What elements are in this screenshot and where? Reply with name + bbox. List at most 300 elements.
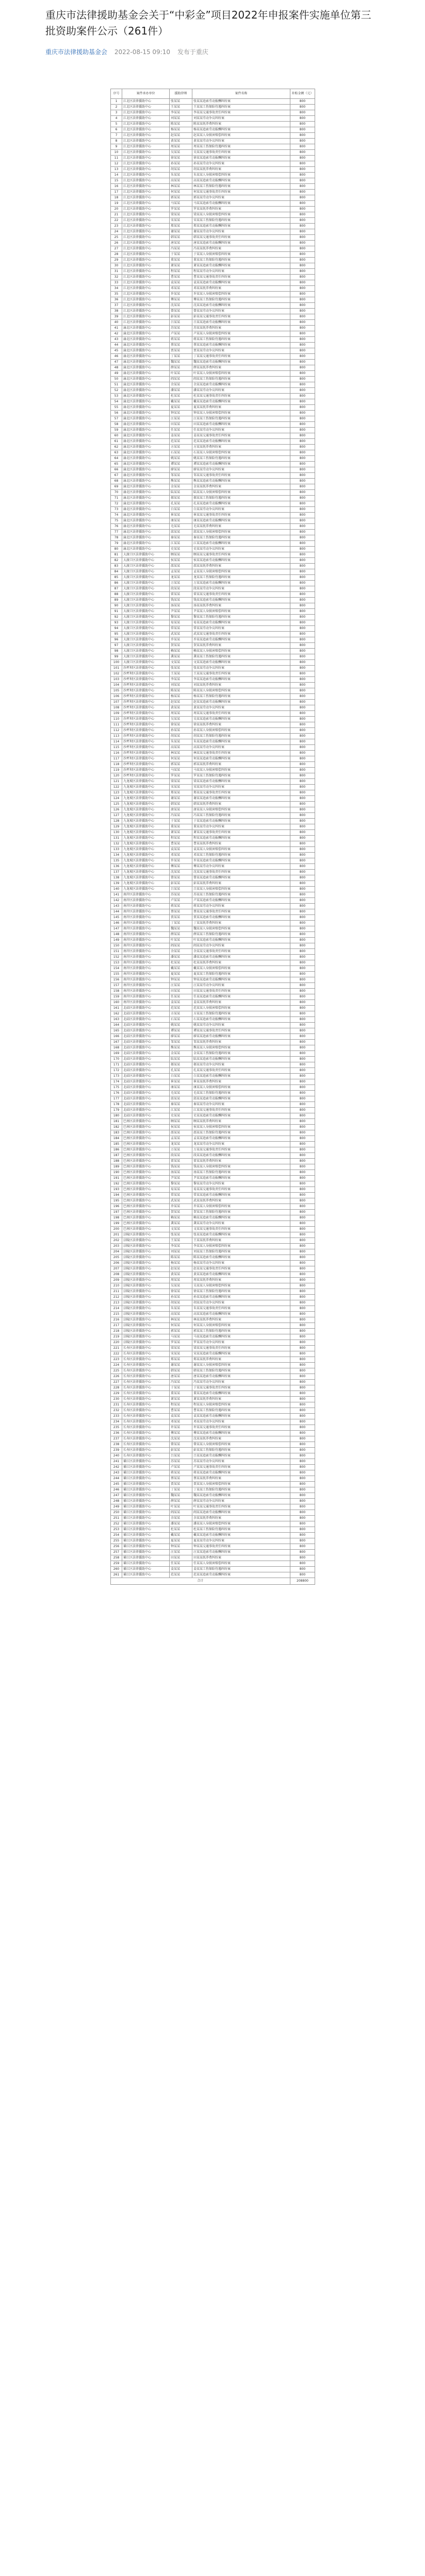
row-no: 22	[111, 218, 122, 224]
table-row	[111, 1482, 315, 1487]
row-no: 252	[111, 1521, 122, 1527]
row-amount: 800	[290, 1380, 315, 1385]
table-row	[111, 1136, 315, 1142]
table-row	[111, 864, 315, 870]
row-case: 林某某交通事故责任纠纷案	[192, 751, 290, 756]
table-row	[111, 1312, 315, 1317]
row-no: 234	[111, 1419, 122, 1425]
row-lawyer: 陆某某	[170, 1057, 192, 1062]
table-row	[111, 745, 315, 751]
row-case: 黄某某追索劳动报酬纠纷案	[192, 1272, 290, 1278]
row-amount: 800	[290, 1295, 315, 1300]
row-no: 216	[111, 1317, 122, 1323]
table-row	[111, 858, 315, 864]
row-unit: 江北区法律援助中心	[122, 280, 170, 286]
row-lawyer: 吕某某	[170, 1453, 192, 1459]
table-row	[111, 535, 315, 541]
row-lawyer: 曹某某	[170, 1408, 192, 1414]
row-case: 高某某劳动争议纠纷案	[192, 745, 290, 751]
table-row	[111, 201, 315, 207]
table-row	[111, 1431, 315, 1436]
row-case: 李某某人身损害赔偿纠纷案	[192, 1244, 290, 1249]
row-no: 152	[111, 955, 122, 960]
row-lawyer: 钟某某	[170, 411, 192, 416]
row-unit: 渝北区法律援助中心	[122, 428, 170, 433]
row-lawyer: 彭某某	[170, 881, 192, 887]
row-no: 126	[111, 807, 122, 813]
row-no: 27	[111, 246, 122, 252]
row-amount: 800	[290, 972, 315, 977]
row-amount: 800	[290, 178, 315, 184]
table-row	[111, 224, 315, 229]
table-row	[111, 694, 315, 700]
table-row	[111, 1295, 315, 1300]
row-unit: 沙坪坝区法律援助中心	[122, 694, 170, 700]
row-lawyer: 袁某某	[170, 847, 192, 853]
article-date: 2022-08-15 09:10	[114, 48, 170, 56]
row-amount: 800	[290, 490, 315, 496]
row-no: 183	[111, 1130, 122, 1136]
row-no: 180	[111, 1113, 122, 1119]
row-lawyer: 龚某某	[170, 654, 192, 660]
row-no: 31	[111, 269, 122, 275]
table-row	[111, 1453, 315, 1459]
row-unit: 綦江区法律援助中心	[122, 1470, 170, 1476]
row-unit: 涪陵区法律援助中心	[122, 1283, 170, 1289]
row-no: 75	[111, 518, 122, 524]
row-amount: 800	[290, 405, 315, 411]
table-row	[111, 756, 315, 762]
row-case: 邱某某人身损害赔偿纠纷案	[192, 530, 290, 535]
row-unit: 南岸区法律援助中心	[122, 983, 170, 989]
row-amount: 800	[290, 207, 315, 212]
row-unit: 长寿区法律援助中心	[122, 1357, 170, 1363]
table-row	[111, 785, 315, 790]
row-amount: 800	[290, 1448, 315, 1453]
table-row	[111, 796, 315, 802]
table-row	[111, 1572, 315, 1578]
row-amount: 800	[290, 1289, 315, 1295]
row-lawyer: 黎某某	[170, 1181, 192, 1187]
row-amount: 800	[290, 110, 315, 116]
row-unit: 南岸区法律援助中心	[122, 932, 170, 938]
row-amount: 800	[290, 938, 315, 943]
row-unit: 九龙坡区法律援助中心	[122, 887, 170, 892]
row-case: 余某某交通事故责任纠纷案	[192, 949, 290, 955]
row-unit: 南岸区法律援助中心	[122, 1000, 170, 1006]
row-unit: 巴南区法律援助中心	[122, 1215, 170, 1221]
row-amount: 800	[290, 292, 315, 297]
table-row	[111, 705, 315, 711]
table-row	[111, 1448, 315, 1453]
row-no: 67	[111, 473, 122, 479]
row-lawyer: 姜某某	[170, 1000, 192, 1006]
row-lawyer: 许某某	[170, 858, 192, 864]
row-unit: 沙坪坝区法律援助中心	[122, 688, 170, 694]
table-row	[111, 144, 315, 150]
row-unit: 长寿区法律援助中心	[122, 1346, 170, 1351]
row-unit: 綦江区法律援助中心	[122, 1493, 170, 1499]
row-case: 孙某某人身损害赔偿纠纷案	[192, 728, 290, 734]
table-row	[111, 320, 315, 326]
row-lawyer: 阎某某	[170, 943, 192, 949]
row-no: 68	[111, 479, 122, 484]
row-lawyer: 叶某某	[170, 938, 192, 943]
row-case: 袁某某追索劳动报酬纠纷案	[192, 1414, 290, 1419]
row-case: 谭某某追索劳动报酬纠纷案	[192, 462, 290, 467]
row-no: 153	[111, 960, 122, 966]
row-amount: 800	[290, 473, 315, 479]
row-case: 顾某某交通事故责任纠纷案	[192, 552, 290, 558]
row-lawyer: 白某某	[170, 507, 192, 513]
row-lawyer: 侯某某	[170, 558, 192, 564]
table-row	[111, 445, 315, 450]
row-unit: 大渡口区法律援助中心	[122, 609, 170, 615]
table-row	[111, 983, 315, 989]
row-lawyer: 薛某某	[170, 1499, 192, 1504]
row-case: 吴某某人身损害赔偿纠纷案	[192, 1283, 290, 1289]
row-no: 218	[111, 1329, 122, 1334]
row-amount: 800	[290, 717, 315, 722]
row-amount: 800	[290, 836, 315, 841]
table-row	[111, 524, 315, 530]
table-row	[111, 603, 315, 609]
table-row	[111, 258, 315, 263]
row-amount: 800	[290, 1261, 315, 1266]
row-lawyer: 余某某	[170, 382, 192, 388]
row-unit: 綦江区法律援助中心	[122, 1465, 170, 1470]
row-no: 73	[111, 507, 122, 513]
header-case: 案件名称	[192, 89, 290, 99]
row-lawyer: 苏某某	[170, 326, 192, 331]
table-row	[111, 581, 315, 586]
row-lawyer: 罗某某	[170, 207, 192, 212]
row-case: 萧某某追索劳动报酬纠纷案	[192, 263, 290, 269]
row-unit: 九龙坡区法律援助中心	[122, 779, 170, 785]
table-row	[111, 1544, 315, 1550]
table-row	[111, 371, 315, 377]
row-lawyer: 常某某	[170, 1193, 192, 1198]
row-unit: 巴南区法律援助中心	[122, 1164, 170, 1170]
row-no: 138	[111, 875, 122, 881]
row-case: 高某某追索劳动报酬纠纷案	[192, 178, 290, 184]
row-unit: 大渡口区法律援助中心	[122, 552, 170, 558]
row-amount: 800	[290, 994, 315, 1000]
row-amount: 800	[290, 626, 315, 632]
row-no: 141	[111, 892, 122, 898]
row-amount: 800	[290, 1142, 315, 1147]
row-amount: 800	[290, 1572, 315, 1578]
row-amount: 800	[290, 263, 315, 269]
row-unit: 沙坪坝区法律援助中心	[122, 762, 170, 768]
row-lawyer: 沈某某	[170, 1436, 192, 1442]
row-lawyer: 钱某某	[170, 1164, 192, 1170]
row-lawyer: 袁某某	[170, 1414, 192, 1419]
table-header-row	[111, 89, 315, 99]
table-row	[111, 229, 315, 235]
header-lawyer: 援助律师	[170, 89, 192, 99]
row-no: 132	[111, 841, 122, 847]
row-case: 白某某追索劳动报酬纠纷案	[192, 1074, 290, 1079]
row-case: 邱某某追索劳动报酬纠纷案	[192, 1096, 290, 1102]
row-unit: 长寿区法律援助中心	[122, 1419, 170, 1425]
row-no: 43	[111, 337, 122, 343]
row-unit: 长寿区法律援助中心	[122, 1402, 170, 1408]
row-amount: 800	[290, 467, 315, 473]
row-unit: 巴南区法律援助中心	[122, 1136, 170, 1142]
row-case: 宋某某追索劳动报酬纠纷案	[192, 1351, 290, 1357]
table-row	[111, 807, 315, 813]
row-lawyer: 任某某	[170, 428, 192, 433]
row-lawyer: 江某某	[170, 541, 192, 547]
row-unit: 北碚区法律援助中心	[122, 1034, 170, 1040]
row-no: 112	[111, 728, 122, 734]
row-lawyer: 萧某某	[170, 830, 192, 836]
row-case: 陈某某抚养费纠纷案	[192, 122, 290, 127]
row-unit: 巴南区法律援助中心	[122, 1170, 170, 1176]
row-case: 蒋某某追索劳动报酬纠纷案	[192, 1470, 290, 1476]
row-unit: 九龙坡区法律援助中心	[122, 870, 170, 875]
row-unit: 綦江区法律援助中心	[122, 1504, 170, 1510]
row-no: 134	[111, 853, 122, 858]
row-unit: 江北区法律援助中心	[122, 190, 170, 195]
row-unit: 江北区法律援助中心	[122, 241, 170, 246]
row-case: 曹某某交通事故责任纠纷案	[192, 275, 290, 280]
row-lawyer: 邱某某	[170, 1096, 192, 1102]
row-lawyer: 潘某某	[170, 955, 192, 960]
row-unit: 渝北区法律援助中心	[122, 343, 170, 348]
table-row	[111, 280, 315, 286]
row-lawyer: 郭某某	[170, 762, 192, 768]
row-case: 梁某某人身损害赔偿纠纷案	[192, 212, 290, 218]
row-unit: 江北区法律援助中心	[122, 195, 170, 201]
row-amount: 800	[290, 887, 315, 892]
row-no: 155	[111, 972, 122, 977]
row-unit: 江北区法律援助中心	[122, 275, 170, 280]
row-unit: 巴南区法律援助中心	[122, 1125, 170, 1130]
row-unit: 南岸区法律援助中心	[122, 994, 170, 1000]
row-unit: 北碚区法律援助中心	[122, 1113, 170, 1119]
row-amount: 800	[290, 1453, 315, 1459]
row-amount: 800	[290, 513, 315, 518]
row-no: 165	[111, 1028, 122, 1034]
row-case: 罗某某工伤保险待遇纠纷案	[192, 773, 290, 779]
row-unit: 大渡口区法律援助中心	[122, 575, 170, 581]
row-lawyer: 范某某	[170, 439, 192, 445]
row-case: 汤某某抚养费纠纷案	[192, 603, 290, 609]
row-case: 谢某某人身损害赔偿纠纷案	[192, 1363, 290, 1368]
row-case: 吴某某追索劳动报酬纠纷案	[192, 717, 290, 722]
table-row	[111, 1306, 315, 1312]
row-case: 范某某追索劳动报酬纠纷案	[192, 439, 290, 445]
table-row	[111, 813, 315, 819]
table-row	[111, 241, 315, 246]
row-case: 郝某某劳动争议纠纷案	[192, 1062, 290, 1068]
row-no: 86	[111, 581, 122, 586]
row-amount: 800	[290, 1017, 315, 1023]
table-row	[111, 989, 315, 994]
row-amount: 800	[290, 1323, 315, 1329]
row-no: 39	[111, 314, 122, 320]
row-amount: 800	[290, 904, 315, 909]
row-unit: 南岸区法律援助中心	[122, 938, 170, 943]
table-row	[111, 365, 315, 371]
row-case: 阎某某追索劳动报酬纠纷案	[192, 1510, 290, 1516]
row-case: 段某某追索劳动报酬纠纷案	[192, 1153, 290, 1159]
row-unit: 江北区法律援助中心	[122, 116, 170, 122]
row-unit: 渝北区法律援助中心	[122, 541, 170, 547]
row-unit: 渝北区法律援助中心	[122, 411, 170, 416]
article-org-link[interactable]: 重庆市法律援助基金会	[45, 48, 108, 56]
row-case: 钟某某追索劳动报酬纠纷案	[192, 977, 290, 983]
row-unit: 渝北区法律援助中心	[122, 518, 170, 524]
row-unit: 綦江区法律援助中心	[122, 1510, 170, 1516]
row-lawyer: 罗某某	[170, 1340, 192, 1346]
row-case: 林某某工伤保险待遇纠纷案	[192, 184, 290, 190]
row-case: 石某某追索劳动报酬纠纷案	[192, 1017, 290, 1023]
row-unit: 南岸区法律援助中心	[122, 943, 170, 949]
row-amount: 800	[290, 875, 315, 881]
row-amount: 800	[290, 116, 315, 122]
row-amount: 800	[290, 541, 315, 547]
row-case: 熊某某人身损害赔偿纠纷案	[192, 1045, 290, 1051]
table-row	[111, 994, 315, 1000]
row-unit: 长寿区法律援助中心	[122, 1368, 170, 1374]
row-lawyer: 毛某某	[170, 524, 192, 530]
row-unit: 渝北区法律援助中心	[122, 467, 170, 473]
row-case: 沈某某交通事故责任纠纷案	[192, 870, 290, 875]
row-case: 田某某追索劳动报酬纠纷案	[192, 422, 290, 428]
row-no: 227	[111, 1380, 122, 1385]
row-no: 52	[111, 388, 122, 394]
table-row	[111, 501, 315, 507]
row-unit: 渝北区法律援助中心	[122, 507, 170, 513]
row-amount: 800	[290, 382, 315, 388]
row-lawyer: 尹某某	[170, 609, 192, 615]
row-case: 郭某某抚养费纠纷案	[192, 762, 290, 768]
row-amount: 800	[290, 1397, 315, 1402]
row-amount: 800	[290, 892, 315, 898]
row-case: 刘某某工伤保险待遇纠纷案	[192, 1249, 290, 1255]
row-unit: 长寿区法律援助中心	[122, 1414, 170, 1419]
table-row	[111, 1249, 315, 1255]
table-row	[111, 1113, 315, 1119]
row-no: 251	[111, 1516, 122, 1521]
row-no: 154	[111, 966, 122, 972]
row-amount: 800	[290, 637, 315, 643]
row-lawyer: 卢某某	[170, 898, 192, 904]
row-amount: 800	[290, 1062, 315, 1068]
row-lawyer: 薛某某	[170, 932, 192, 938]
row-case: 康某某追索劳动报酬纠纷案	[192, 518, 290, 524]
row-lawyer: 高某某	[170, 745, 192, 751]
row-unit: 綦江区法律援助中心	[122, 1572, 170, 1578]
row-case: 汤某某工伤保险待遇纠纷案	[192, 1170, 290, 1176]
table-row	[111, 1493, 315, 1499]
row-amount: 800	[290, 394, 315, 399]
row-lawyer: 谢某某	[170, 1363, 192, 1368]
row-no: 87	[111, 586, 122, 592]
row-no: 32	[111, 275, 122, 280]
row-lawyer: 刘某某	[170, 1249, 192, 1255]
row-unit: 南岸区法律援助中心	[122, 915, 170, 921]
row-amount: 800	[290, 1176, 315, 1181]
row-case: 冯某某抚养费纠纷案	[192, 246, 290, 252]
row-case: 邹某某交通事故责任纠纷案	[192, 473, 290, 479]
total-amount: 208800	[290, 1578, 315, 1585]
row-case: 卢某某追索劳动报酬纠纷案	[192, 898, 290, 904]
row-case: 吕某某追索劳动报酬纠纷案	[192, 320, 290, 326]
row-case: 尹某某人身损害赔偿纠纷案	[192, 609, 290, 615]
row-amount: 800	[290, 1561, 315, 1567]
table-row	[111, 898, 315, 904]
row-unit: 北碚区法律援助中心	[122, 1028, 170, 1034]
row-unit: 巴南区法律援助中心	[122, 1130, 170, 1136]
row-unit: 渝北区法律援助中心	[122, 433, 170, 439]
row-amount: 800	[290, 1533, 315, 1538]
row-amount: 800	[290, 1193, 315, 1198]
table-row	[111, 473, 315, 479]
row-amount: 800	[290, 150, 315, 156]
row-case: 邓某某劳动争议纠纷案	[192, 1419, 290, 1425]
row-no: 186	[111, 1147, 122, 1153]
table-row	[111, 1300, 315, 1306]
row-case: 熊某某追索劳动报酬纠纷案	[192, 479, 290, 484]
table-row	[111, 966, 315, 972]
row-amount: 800	[290, 190, 315, 195]
row-case: 邹某某抚养费纠纷案	[192, 1040, 290, 1045]
row-case: 贾某某人身损害赔偿纠纷案	[192, 1482, 290, 1487]
row-case: 苏某某抚养费纠纷案	[192, 326, 290, 331]
row-amount: 800	[290, 926, 315, 932]
row-no: 48	[111, 365, 122, 371]
row-unit: 江北区法律援助中心	[122, 105, 170, 110]
row-amount: 800	[290, 1187, 315, 1193]
row-no: 208	[111, 1272, 122, 1278]
row-lawyer: 田某某	[170, 1555, 192, 1561]
row-no: 124	[111, 796, 122, 802]
row-amount: 800	[290, 518, 315, 524]
row-unit: 九龙坡区法律援助中心	[122, 841, 170, 847]
row-no: 261	[111, 1572, 122, 1578]
table-row	[111, 314, 315, 320]
row-case: 谢某某劳动争议纠纷案	[192, 229, 290, 235]
row-case: 刘某某劳动争议纠纷案	[192, 116, 290, 122]
row-lawyer: 熊某某	[170, 1045, 192, 1051]
row-amount: 800	[290, 1436, 315, 1442]
row-lawyer: 谢某某	[170, 229, 192, 235]
row-lawyer: 邹某某	[170, 473, 192, 479]
row-amount: 800	[290, 1283, 315, 1289]
table-row	[111, 683, 315, 688]
row-lawyer: 杨某某	[170, 127, 192, 133]
row-amount: 800	[290, 677, 315, 683]
row-amount: 800	[290, 484, 315, 490]
row-no: 188	[111, 1159, 122, 1164]
row-unit: 渝北区法律援助中心	[122, 405, 170, 411]
table-row	[111, 1244, 315, 1249]
row-amount: 800	[290, 785, 315, 790]
row-case: 董某某工伤保险待遇纠纷案	[192, 258, 290, 263]
row-case: 薛某某抚养费纠纷案	[192, 365, 290, 371]
row-unit: 九龙坡区法律援助中心	[122, 847, 170, 853]
table-row	[111, 853, 315, 858]
row-no: 47	[111, 360, 122, 365]
row-lawyer: 龙某某	[170, 575, 192, 581]
table-row	[111, 530, 315, 535]
row-amount: 800	[290, 1340, 315, 1346]
row-case: 蔡某某追索劳动报酬纠纷案	[192, 343, 290, 348]
